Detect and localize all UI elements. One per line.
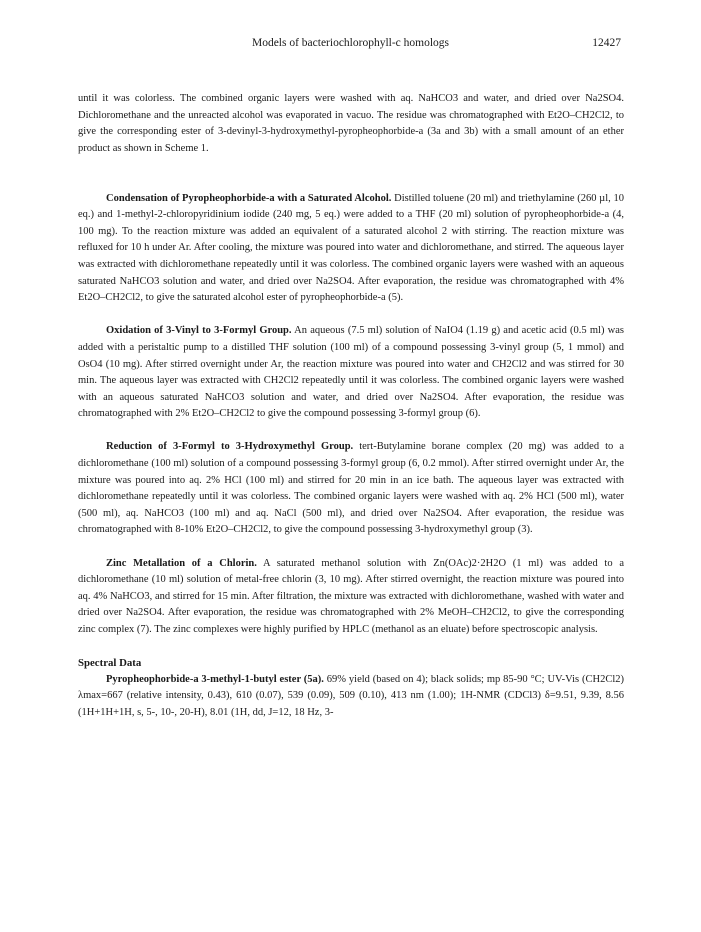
paragraph-continuation — [78, 91, 624, 157]
paragraph-text: An aqueous (7.5 ml) solution of NaIO4 (1.19 g) and acetic acid (0.5 ml) was added with a peristaltic pump to a distilled THF solution (100 ml) of a compound possessing 3-vinyl group (5, 1 mmol) and OsO4 (10 mg). After stirred overnight under Ar, the reaction mixture was poured into water and CH2Cl2 and was stirred for 30 min. The aqueous layer was extracted with CH2Cl2 repeatedly until it was colorless. The combined organic layers were washed with an aqueous saturated NaHCO3 solution and water, and dried over Na2SO4. After evaporation, the residue was chromatographed with 2% Et2O–CH2Cl2 to give the compound possessing 3-formyl group (6). — [78, 325, 625, 420]
section-title: Spectral Data — [78, 657, 142, 670]
running-title: Models of bacteriochlorophyll-c homologs — [251, 37, 450, 49]
paragraph-heading: Reduction of 3-Formyl to 3-Hydroxymethyl Group. — [106, 441, 354, 453]
paragraph-zinc-metallation — [78, 556, 624, 639]
paragraph-text: until it was colorless. The combined organic layers were washed with aq. NaHCO3 and water, and dried over Na2SO4. Dichloromethane and the unreacted alcohol was evaporated in vacuo. The residue was chromatographed with Et2O–CH2Cl2, to give the corresponding ester of 3-devinyl-3-hydroxymethyl-pyropheophorbide-a (3a and 3b) with a small amount of an ether product as shown in Scheme 1. — [78, 93, 624, 154]
page-number: 12427 — [592, 37, 621, 49]
paragraph-text: Distilled toluene (20 ml) and triethylamine (260 µl, 10 eq.) and 1-methyl-2-chloropyridinium iodide (240 mg, 5 eq.) were added to a THF (20 ml) solution of pyropheophorbide-a (4, 100 mg). To the reaction mixture was added an equivalent of a saturated alcohol 2 with stirring. The reaction mixture was refluxed for 10 h under Ar. After cooling, the mixture was poured into water and dichloromethane, and stirred. The aqueous layer was extracted with dichloromethane repeatedly until it was colorless. The combined organic layers were washed with an aqueous saturated NaHCO3 solution and water, and dried over Na2SO4. After evaporation, the residue was chromatographed with 4% Et2O–CH2Cl2, to give the saturated alcohol ester of pyropheophorbide-a (5). — [78, 192, 624, 304]
paragraph-reduction — [78, 439, 624, 539]
paragraph-heading: Zinc Metallation of a Chlorin. — [106, 557, 257, 569]
paragraph-text: 69% yield (based on 4); black solids; mp 85-90 °C; UV-Vis (CH2Cl2) λmax=667 (relative intensity, 0.43), 610 (0.07), 539 (0.09), 509 (0.10), 413 nm (1.00); 1H-NMR (CDCl3) δ=9.51, 9.39, 8.56 (1H+1H+1H, s, 5-, 10-, 20-H), 8.01 (1H, dd, J=12, 18 Hz, 3- — [78, 673, 624, 718]
body-text — [78, 91, 624, 722]
paragraph-spectral-5a — [78, 672, 624, 722]
paragraph-heading: Oxidation of 3-Vinyl to 3-Formyl Group. — [106, 325, 292, 337]
paragraph-heading: Condensation of Pyropheophorbide-a with a Saturated Alcohol. — [106, 192, 392, 204]
paragraph-oxidation — [78, 323, 624, 423]
paragraph-text: tert-Butylamine borane complex (20 mg) was added to a dichloromethane (100 ml) solution of a compound possessing 3-formyl group (6, 0.2 mmol). After stirred overnight under Ar, the mixture was poured into aq. 2% HCl (100 ml) and stirred for 20 min in an ice bath. The aqueous layer was extracted with dichloromethane repeatedly until it was colorless. The combined organic layers were washed with aq. 2% HCl (500 ml), water (500 ml), aq. NaHCO3 (100 ml) and aq. NaCl (500 ml), and dried over Na2SO4. After evaporation, the residue was chromatographed with 8-10% Et2O–CH2Cl2, to give the compound possessing 3-hydroxymethyl group (3). — [78, 441, 625, 536]
paragraph-condensation — [78, 191, 624, 307]
paragraph-text: A saturated methanol solution with Zn(OAc)2·2H2O (1 ml) was added to a dichloromethane (10 ml) solution of metal-free chlorin (3, 10 mg). After stirred overnight, the reaction mixture was poured into aq. 4% NaHCO3, and stirred for 15 min. After filtration, the mixture was extracted with dichloromethane, washed with water and dried over Na2SO4. After evaporation, the residue was chromatographed with 2% MeOH–CH2Cl2, to give the corresponding zinc complex (7). The zinc complexes were highly purified by HPLC (methanol as an eluate) before spectroscopic analysis. — [78, 557, 624, 635]
running-header — [0, 37, 701, 53]
paragraph-heading: Pyropheophorbide-a 3-methyl-1-butyl ester (5a). — [106, 673, 324, 685]
